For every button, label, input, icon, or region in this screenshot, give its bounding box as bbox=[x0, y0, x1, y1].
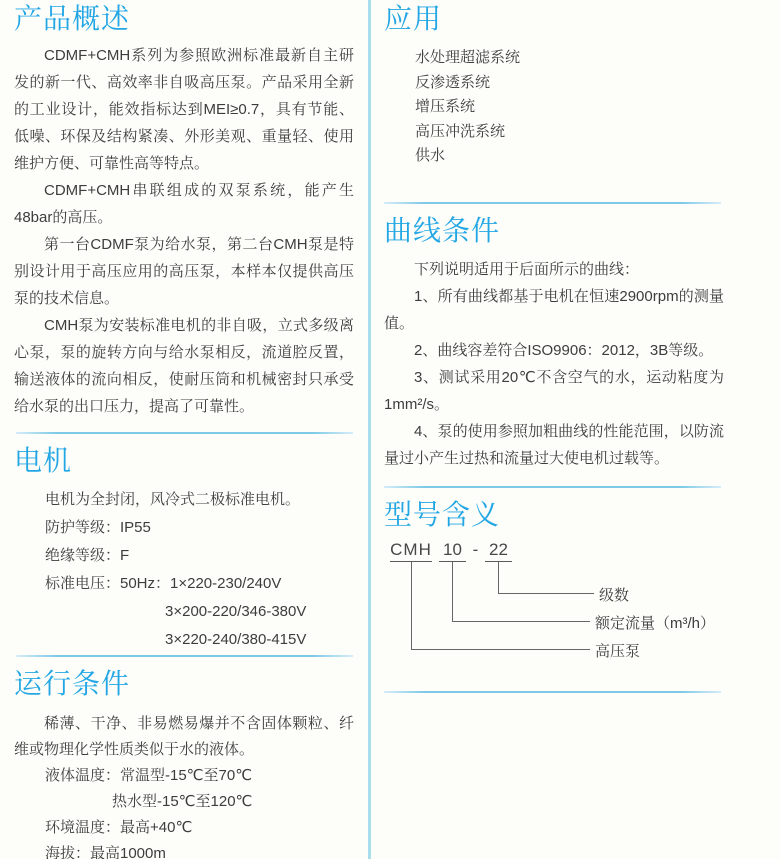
motor-line: 防护等级：IP55 bbox=[45, 519, 151, 536]
operating-conditions-title: 运行条件 bbox=[14, 668, 131, 699]
section-divider bbox=[16, 655, 353, 657]
operating-line: 液体温度：常温型-15℃至70℃ bbox=[45, 767, 253, 784]
section-divider bbox=[384, 202, 721, 204]
curve-conditions-title: 曲线条件 bbox=[384, 215, 501, 246]
operating-line: 环境温度：最高+40℃ bbox=[45, 819, 193, 836]
model-label-flow: 额定流量（m³/h） bbox=[595, 615, 716, 632]
applications-title: 应用 bbox=[384, 3, 443, 34]
curve-intro: 下列说明适用于后面所示的曲线： bbox=[414, 261, 640, 278]
overview-paragraph: 第一台CDMF泵为给水泵，第二台CMH泵是特别设计用于高压应用的高压泵，本样本仅提供高压泵的技术信息。 bbox=[14, 236, 354, 307]
motor-voltage-line: 3×220-240/380-415V bbox=[165, 631, 307, 648]
section-motor bbox=[14, 444, 354, 654]
application-item: 高压冲洗系统 bbox=[415, 122, 506, 140]
curve-note: 2、曲线容差符合ISO9906：2012，3B等级。 bbox=[414, 342, 714, 359]
model-code-series: CMH bbox=[390, 540, 432, 562]
column-divider bbox=[368, 0, 371, 859]
motor-line: 标准电压：50Hz：1×220-230/240V bbox=[45, 575, 282, 592]
motor-line: 电机为全封闭，风冷式二极标准电机。 bbox=[45, 491, 301, 508]
model-code-separator: - bbox=[472, 540, 479, 559]
overview-paragraph: CDMF+CMH串联组成的双泵系统，能产生48bar的高压。 bbox=[14, 182, 354, 226]
operating-specs bbox=[14, 763, 354, 859]
model-label-stages: 级数 bbox=[599, 587, 630, 604]
overview-paragraph: CMH泵为安装标准电机的非自吸，立式多级离心泵，泵的旋转方向与给水泵相反，流道腔反置，输送液体的流向相反，使耐压筒和机械密封只承受给水泵的出口压力，提高了可靠性。 bbox=[14, 317, 354, 415]
motor-voltage-line: 3×200-220/346-380V bbox=[165, 603, 307, 620]
model-meaning-title: 型号含义 bbox=[384, 499, 501, 530]
model-label-pump: 高压泵 bbox=[595, 643, 641, 660]
applications-list bbox=[384, 46, 724, 169]
curve-note: 4、泵的使用参照加粗曲线的性能范围，以防流量过小产生过热和流量过大使电机过载等。 bbox=[384, 423, 724, 467]
section-curve-conditions bbox=[384, 214, 724, 472]
section-applications bbox=[384, 2, 724, 169]
section-model-meaning bbox=[384, 498, 724, 670]
overview-paragraphs bbox=[14, 42, 354, 420]
operating-line: 热水型-15℃至120℃ bbox=[112, 793, 253, 810]
model-code-stages: 22 bbox=[485, 540, 512, 562]
application-item: 反渗透系统 bbox=[415, 73, 491, 91]
section-divider bbox=[16, 432, 353, 434]
motor-specs bbox=[14, 486, 354, 654]
section-operating-conditions bbox=[14, 667, 354, 859]
connector-line-pump bbox=[411, 562, 590, 650]
curve-note: 3、测试采用20℃不含空气的水，运动粘度为1mm²/s。 bbox=[384, 369, 724, 413]
operating-intro: 稀薄、干净、非易燃易爆并不含固体颗粒、纤维或物理化学性质类似于水的液体。 bbox=[14, 715, 354, 758]
curve-notes bbox=[384, 256, 724, 472]
product-overview-title: 产品概述 bbox=[14, 3, 131, 34]
application-item: 增压系统 bbox=[415, 98, 476, 115]
motor-line: 绝缘等级：F bbox=[45, 547, 130, 564]
model-code-diagram bbox=[384, 540, 724, 670]
section-product-overview bbox=[14, 2, 354, 420]
section-divider bbox=[384, 691, 721, 693]
curve-note: 1、所有曲线都基于电机在恒速2900rpm的测量值。 bbox=[384, 288, 724, 332]
application-item: 水处理超滤系统 bbox=[415, 49, 521, 66]
operating-line: 海拔：最高1000m bbox=[45, 845, 166, 859]
application-item: 供水 bbox=[415, 147, 446, 164]
motor-title: 电机 bbox=[14, 445, 73, 476]
model-code-flow: 10 bbox=[439, 540, 466, 562]
section-divider bbox=[384, 486, 721, 488]
overview-paragraph: CDMF+CMH系列为参照欧洲标准最新自主研发的新一代、高效率非自吸高压泵。产品采用全新的工业设计，能效指标达到MEI≥0.7，具有节能、低噪、环保及结构紧凑、外形美观、重量轻、使用维护方便、可靠性高等特点。 bbox=[14, 47, 354, 172]
